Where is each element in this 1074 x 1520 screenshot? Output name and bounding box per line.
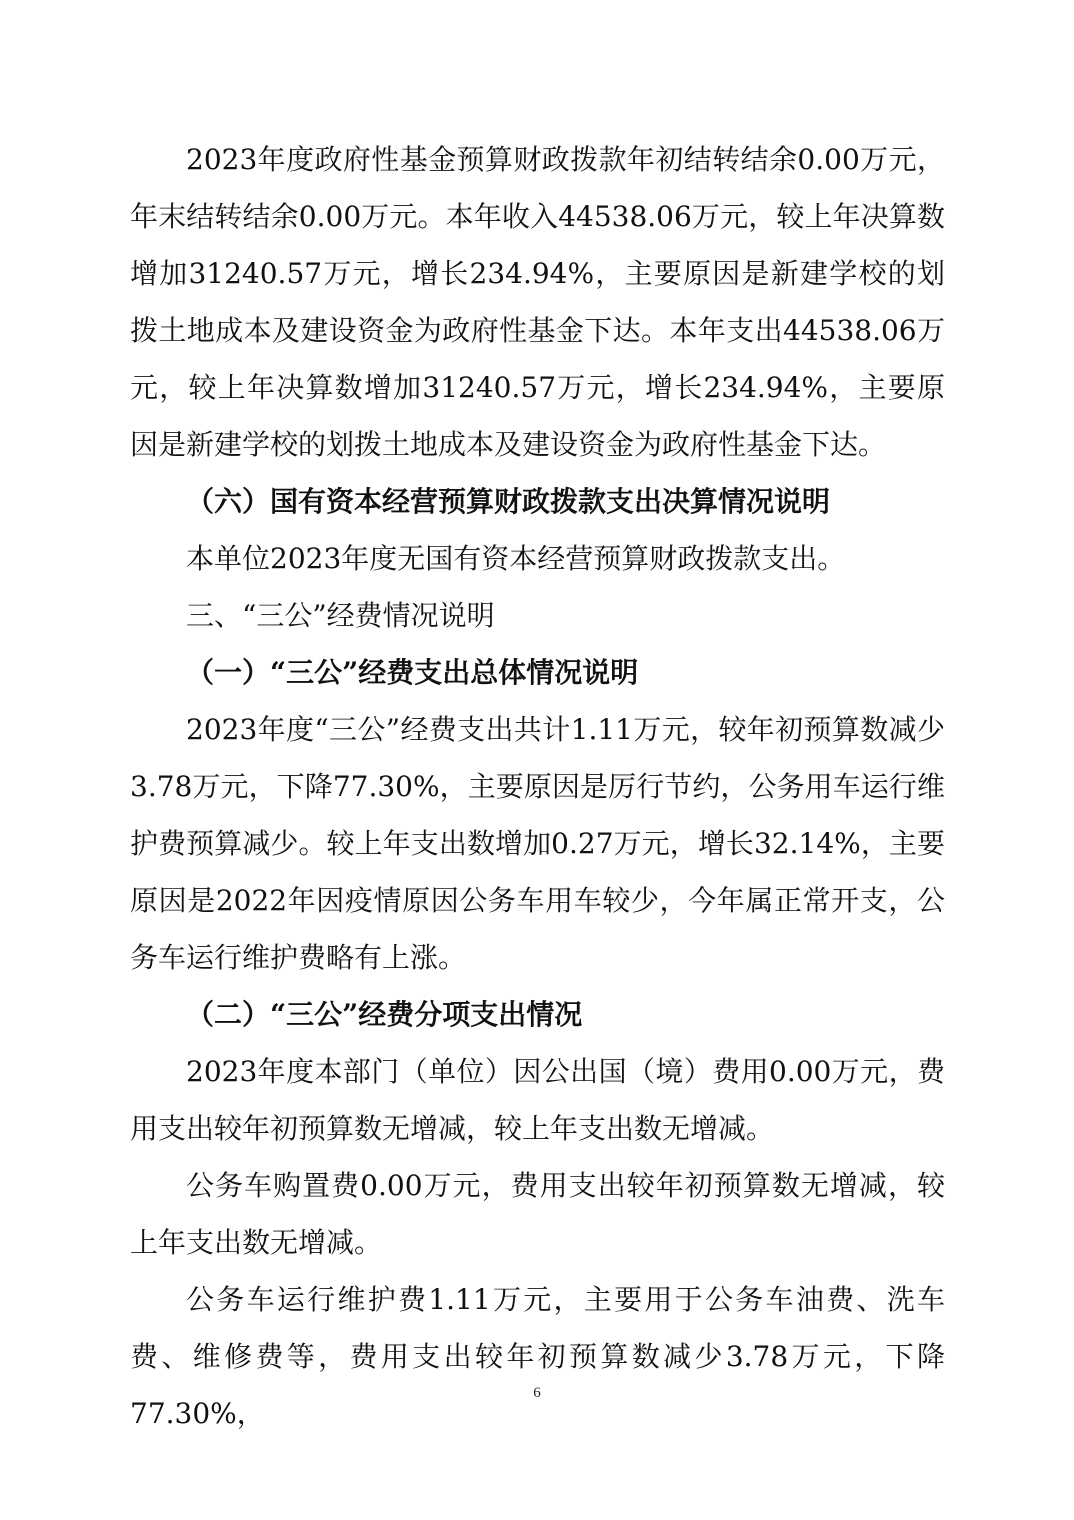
heading-state-capital: （六）国有资本经营预算财政拨款支出决算情况说明 bbox=[186, 485, 831, 518]
paragraph-government-fund: 2023年度政府性基金预算财政拨款年初结转结余0.00万元，年末结转结余0.00万元。本年收入44538.06万元，较上年决算数增加31240.57万元，增长234.94%，主要原因是新建学校的划拨土地成本及建设资金为政府性基金下达。本年支出44538.06万元，较上年决算数增加31240.57万元，增长234.94%，主要原因是新建学校的划拨土地成本及建设资金为政府性基金下达。 bbox=[130, 143, 945, 461]
paragraph-three-public-overall: 2023年度“三公”经费支出共计1.11万元，较年初预算数减少3.78万元，下降77.30%，主要原因是厉行节约，公务用车运行维护费预算减少。较上年支出数增加0.27万元，增长32.14%，主要原因是2022年因疫情原因公务车用车较少，今年属正常开支，公务车运行维护费略有上涨。 bbox=[130, 713, 945, 974]
page-number: 6 bbox=[533, 1385, 541, 1401]
paragraph-overseas-travel: 2023年度本部门（单位）因公出国（境）费用0.00万元，费用支出较年初预算数无增减，较上年支出数无增减。 bbox=[130, 1055, 945, 1145]
paragraph-vehicle-maintenance: 公务车运行维护费1.11万元，主要用于公务车油费、洗车费、维修费等，费用支出较年初预算数减少3.78万元，下降77.30%， bbox=[130, 1283, 945, 1430]
body-text bbox=[130, 131, 945, 1442]
paragraph-state-capital: 本单位2023年度无国有资本经营预算财政拨款支出。 bbox=[186, 542, 846, 575]
heading-three-public-overall: （一）“三公”经费支出总体情况说明 bbox=[186, 656, 639, 689]
heading-three-public: 三、“三公”经费情况说明 bbox=[186, 599, 495, 632]
paragraph-vehicle-purchase: 公务车购置费0.00万元，费用支出较年初预算数无增减，较上年支出数无增减。 bbox=[130, 1169, 945, 1259]
heading-three-public-items: （二）“三公”经费分项支出情况 bbox=[186, 998, 583, 1031]
